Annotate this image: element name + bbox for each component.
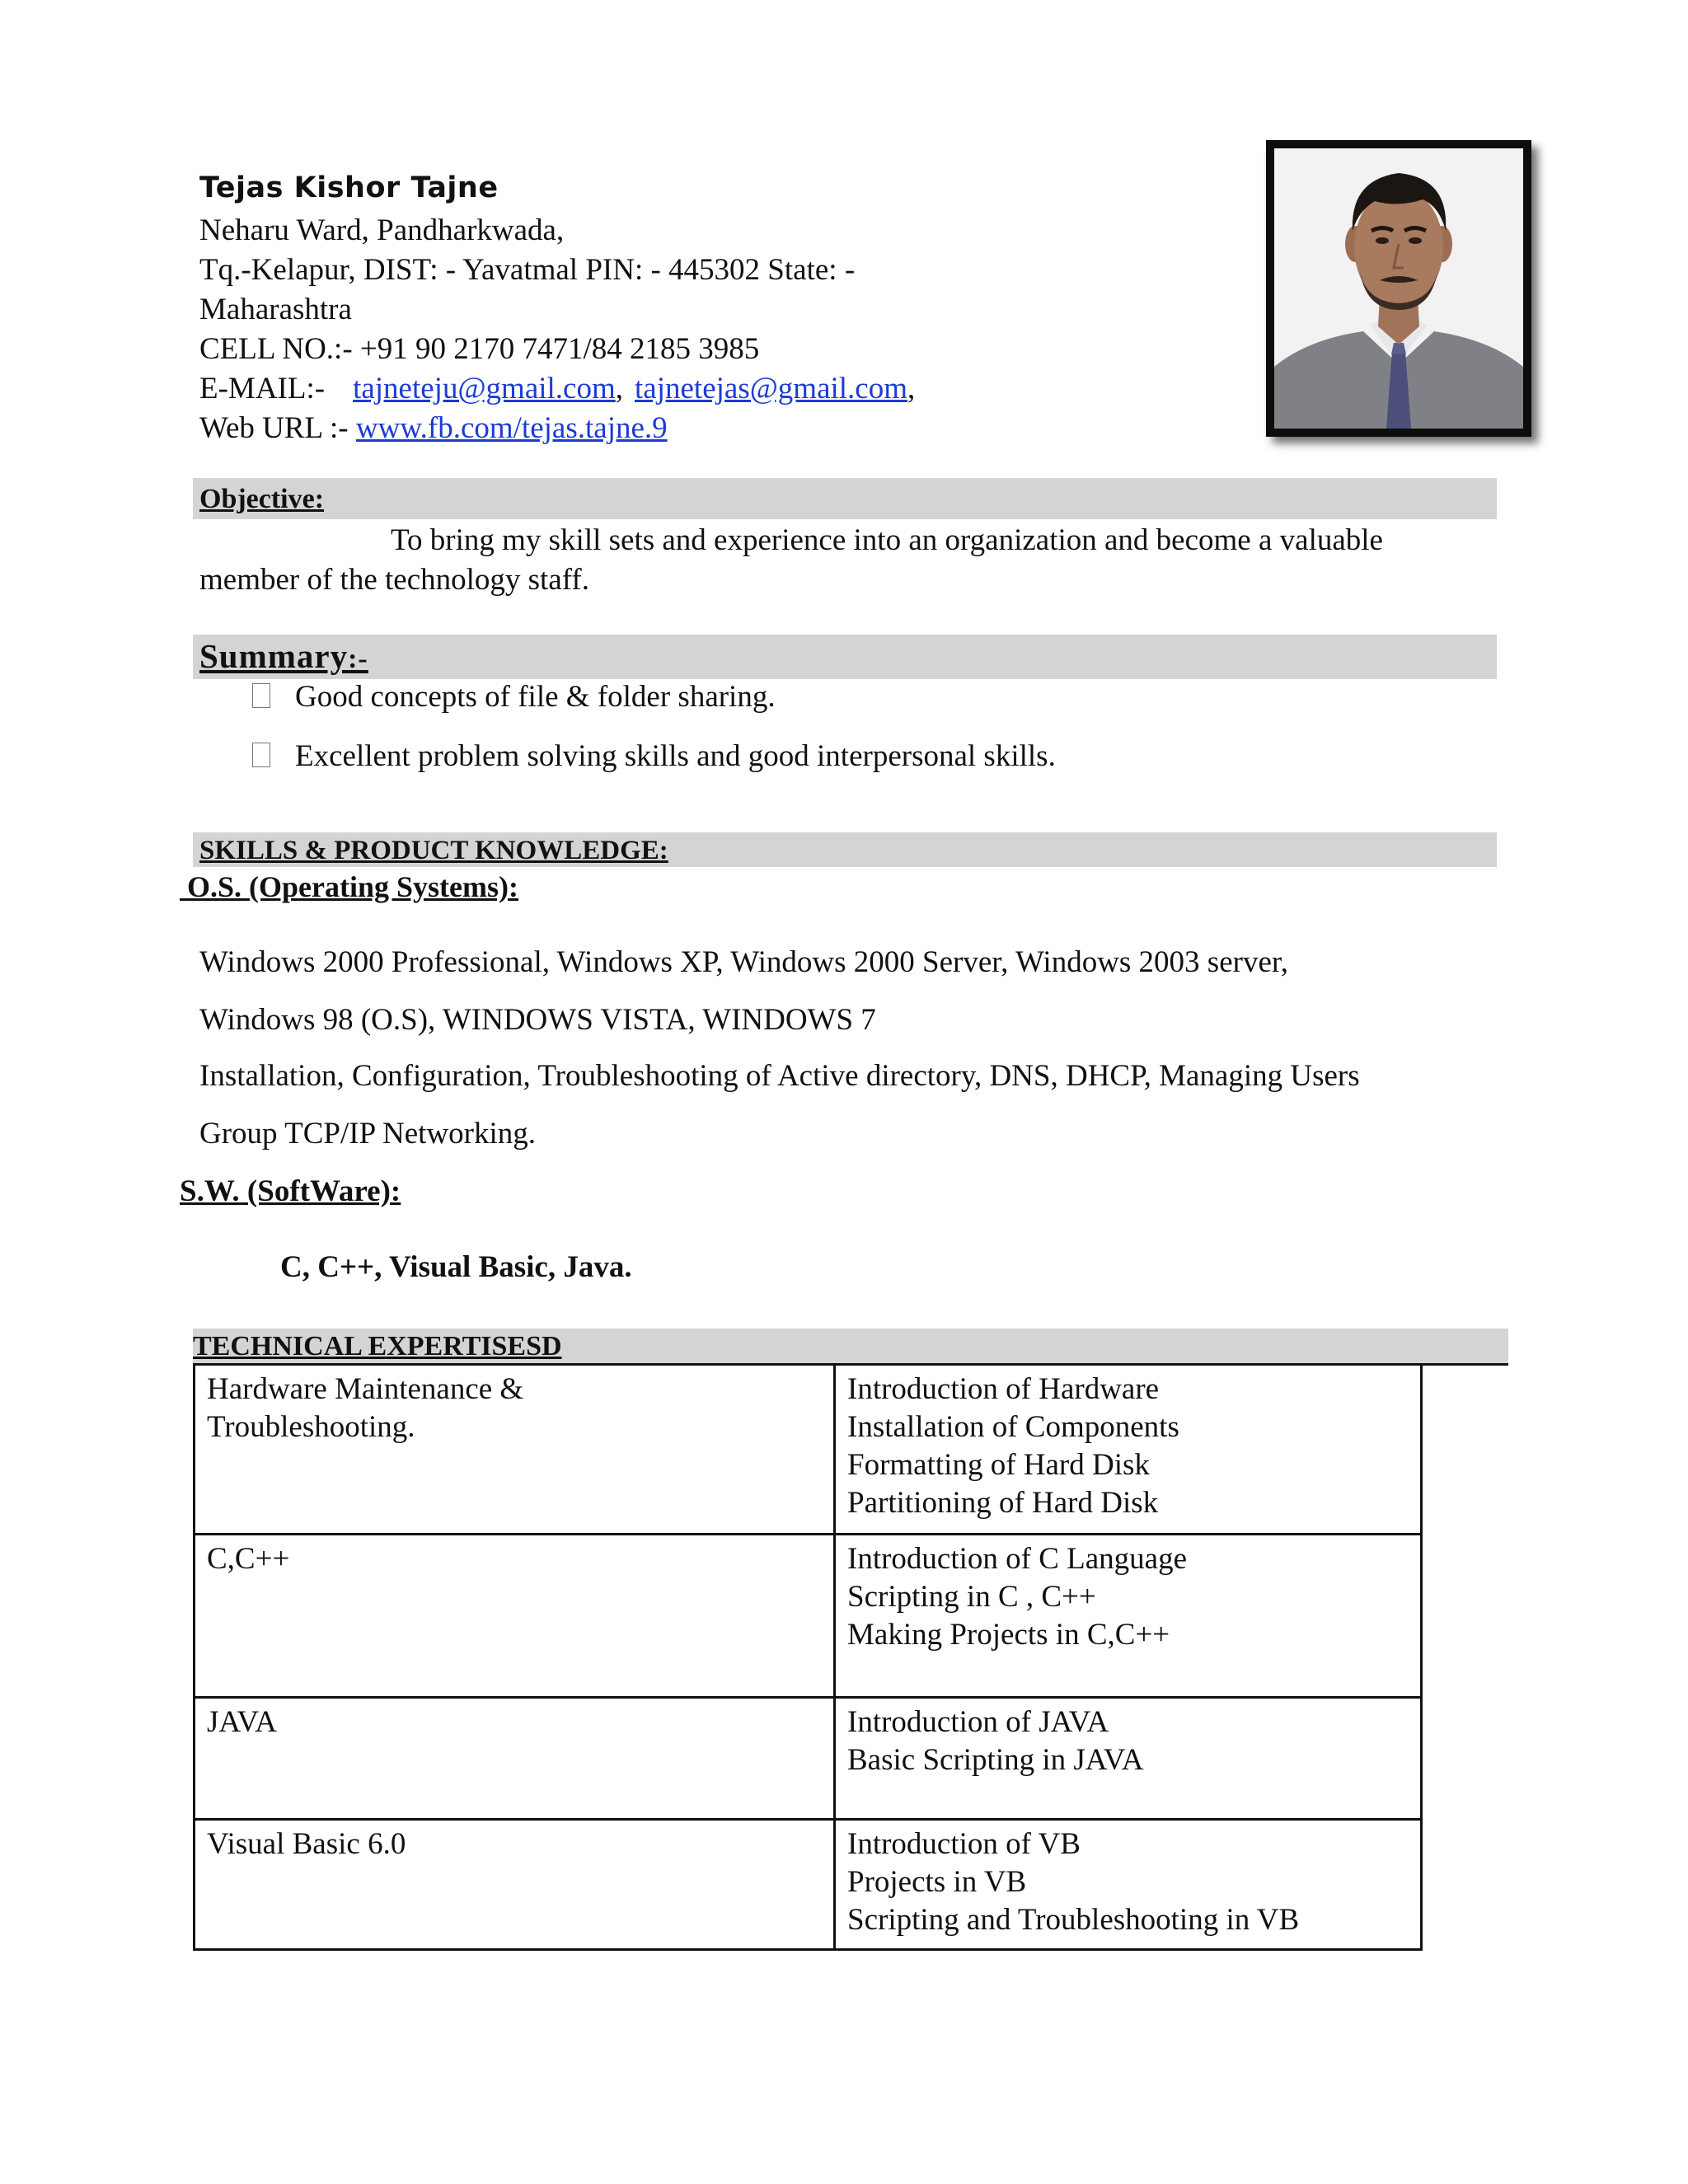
contact-header: [199, 165, 1254, 448]
cell-line: Projects in VB: [847, 1865, 1027, 1899]
cell-number: CELL NO.:- +91 90 2170 7471/84 2185 3985: [199, 332, 760, 366]
cell-line: JAVA: [207, 1705, 278, 1739]
os-heading-text: O.S. (Operating Systems):: [187, 870, 518, 903]
os-line-3: Installation, Configuration, Troubleshooting of Active directory, DNS, DHCP, Managing Users: [199, 1059, 1360, 1093]
summary-heading-text: Summary: [199, 637, 349, 675]
cell-line: Formatting of Hard Disk: [847, 1448, 1150, 1482]
profile-photo: [1274, 148, 1523, 429]
candidate-name: Tejas Kishor Tajne: [199, 171, 499, 204]
profile-photo-frame: [1266, 140, 1531, 437]
email-link-2[interactable]: tajnetejas@gmail.com: [635, 372, 908, 405]
table-cell-topic: [195, 1698, 835, 1820]
email-link-1[interactable]: tajneteju@gmail.com: [353, 372, 616, 405]
cell-line: Introduction of JAVA: [847, 1705, 1109, 1739]
cell-line: Troubleshooting.: [207, 1410, 415, 1444]
cell-line: Visual Basic 6.0: [207, 1827, 406, 1861]
profile-photo-icon: [1274, 148, 1523, 429]
table-cell-topic: [195, 1535, 835, 1698]
objective-text-line-2: member of the technology staff.: [199, 563, 589, 597]
cell-line: Scripting and Troubleshooting in VB: [847, 1903, 1300, 1937]
summary-item-2: [252, 737, 1056, 776]
address-line-1: Neharu Ward, Pandharkwada,: [199, 213, 565, 247]
table-cell-details: [835, 1365, 1422, 1535]
summary-section-bar: [193, 635, 1497, 679]
table-cell-details: [835, 1820, 1422, 1950]
summary-item-1: [252, 677, 776, 717]
summary-heading: [199, 633, 368, 682]
summary-item-text: Excellent problem solving skills and good interpersonal skills.: [295, 739, 1056, 773]
table-row: [195, 1365, 1422, 1535]
objective-text-line-1: To bring my skill sets and experience into an organization and become a valuable: [391, 523, 1383, 557]
table-row: [195, 1820, 1422, 1950]
software-list: C, C++, Visual Basic, Java.: [280, 1250, 632, 1284]
table-cell-details: [835, 1698, 1422, 1820]
cell-line: Basic Scripting in JAVA: [847, 1743, 1144, 1777]
technical-expertise-table: [193, 1363, 1423, 1951]
web-url-link[interactable]: www.fb.com/tejas.tajne.9: [355, 411, 668, 445]
summary-item-text: Good concepts of file & folder sharing.: [295, 680, 776, 714]
technical-bar-underline: [1423, 1363, 1508, 1366]
email-label: E-MAIL:-: [199, 372, 326, 405]
cell-line: Partitioning of Hard Disk: [847, 1486, 1159, 1520]
cell-line: Scripting in C , C++: [847, 1580, 1096, 1614]
os-line-1: Windows 2000 Professional, Windows XP, Windows 2000 Server, Windows 2003 server,: [199, 945, 1288, 979]
email-row: E-MAIL:- tajneteju@gmail.com, tajnetejas@gmail.com,: [199, 372, 916, 405]
technical-heading: TECHNICAL EXPERTISESD: [193, 1331, 562, 1361]
address-line-2: Tq.-Kelapur, DIST: - Yavatmal PIN: - 445302 State: -: [199, 253, 856, 287]
cell-line: Introduction of VB: [847, 1827, 1081, 1861]
web-url-row: [199, 409, 1254, 448]
address-line-3: Maharashtra: [199, 293, 352, 326]
table-cell-topic: [195, 1365, 835, 1535]
table-row: [195, 1698, 1422, 1820]
cell-line: C,C++: [207, 1542, 290, 1576]
table-cell-topic: [195, 1820, 835, 1950]
cell-line: Introduction of Hardware: [847, 1372, 1160, 1406]
os-line-2: Windows 98 (O.S), WINDOWS VISTA, WINDOWS 7: [199, 1003, 876, 1037]
objective-heading: Objective:: [199, 484, 325, 514]
os-heading: [180, 867, 518, 907]
software-heading: S.W. (SoftWare):: [180, 1174, 401, 1208]
cell-line: Making Projects in C,C++: [847, 1618, 1170, 1652]
os-line-4: Group TCP/IP Networking.: [199, 1117, 537, 1151]
cell-line: Hardware Maintenance &: [207, 1372, 524, 1406]
bullet-icon: [252, 743, 270, 767]
objective-section-bar: [193, 478, 1497, 519]
summary-heading-suffix: :-: [348, 644, 368, 674]
table-cell-details: [835, 1535, 1422, 1698]
skills-heading: SKILLS & PRODUCT KNOWLEDGE:: [199, 836, 668, 865]
cell-line: Introduction of C Language: [847, 1542, 1188, 1576]
web-url-label: Web URL :-: [199, 411, 349, 445]
bullet-icon: [252, 683, 270, 708]
table-row: [195, 1535, 1422, 1698]
cell-line: Installation of Components: [847, 1410, 1179, 1444]
